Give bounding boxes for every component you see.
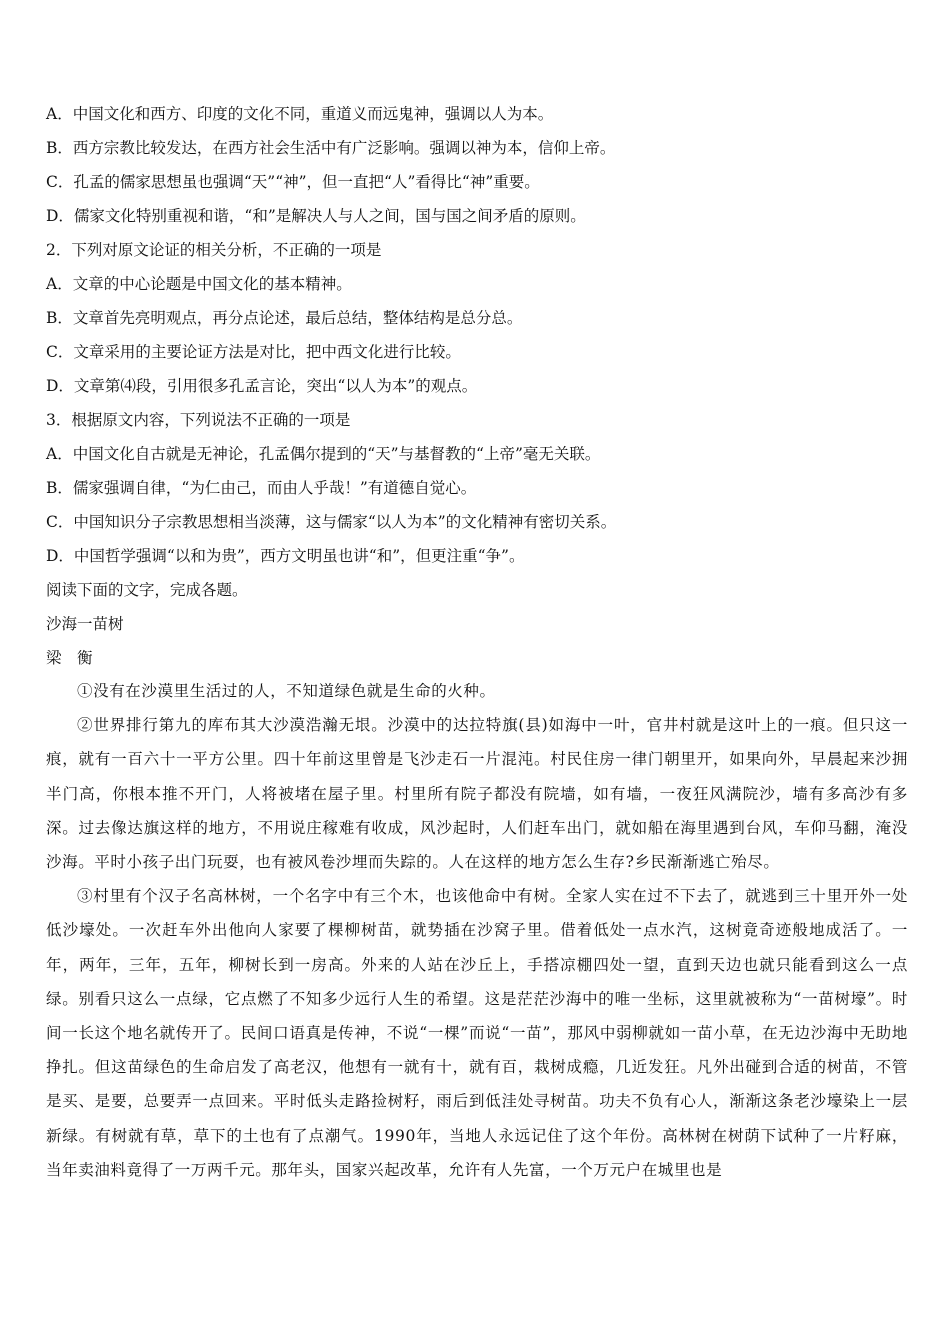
q3-option-d: D．中国哲学强调“以和为贵”，西方文明虽也讲“和”，但更注重“争”。 [46, 547, 525, 565]
q1-option-a: A．中国文化和西方、印度的文化不同，重道义而远鬼神，强调以人为本。 [46, 105, 554, 123]
article-paragraph-2: ②世界排行第九的库布其大沙漠浩瀚无垠。沙漠中的达拉特旗(县)如海中一叶，官井村就是这叶上的一痕。但只这一痕，就有一百六十一平方公里。四十年前这里曾是飞沙走石一片混沌。村民住房一律门朝里开，如果向外，早晨起来沙拥半门高，你根本推不开门，人将被堵在屋子里。村里所有院子都没有院墙，如有墙，一夜狂风满院沙，墙有多高沙有多深。过去像达旗这样的地方，不用说庄稼难有收成，风沙起时，人们赶车出门，就如船在海里遇到台风，车仰马翻，淹没沙海。平时小孩子出门玩耍，也有被风卷沙埋而失踪的。人在这样的地方怎么生存?乡民渐渐逃亡殆尽。 [46, 716, 908, 872]
article-title: 沙海一苗树 [46, 615, 124, 633]
q3-option-c: C．中国知识分子宗教思想相当淡薄，这与儒家“以人为本”的文化精神有密切关系。 [46, 513, 617, 531]
article-paragraph-3: ③村里有个汉子名高林树，一个名字中有三个木，也该他命中有树。全家人实在过不下去了，就逃到三十里开外一处低沙壕处。一次赶车外出他向人家要了棵柳树苗，就势插在沙窝子里。借着低处一点水汽，这树竟奇迹般地成活了。一年，两年，三年，五年，柳树长到一房高。外来的人站在沙丘上，手搭凉棚四处一望，直到天边也就只能看到这么一点绿。别看只这么一点绿，它点燃了不知多少远行人生的希望。这是茫茫沙海中的唯一坐标，这里就被称为“一苗树壕”。时间一长这个地名就传开了。民间口语真是传神，不说“一棵”而说“一苗”，那风中弱柳就如一苗小草，在无边沙海中无助地挣扎。但这苗绿色的生命启发了高老汉，他想有一就有十，就有百，栽树成瘾，几近发狂。凡外出碰到合适的树苗，不管是买、是要，总要弄一点回来。平时低头走路捡树籽，雨后到低洼处寻树苗。功夫不负有心人，渐渐这条老沙壕染上一层新绿。有树就有草，草下的土也有了点潮气。1990年，当地人永远记住了这个年份。高林树在树荫下试种了一片籽麻，当年卖油料竟得了一万两千元。那年头，国家兴起改革，允许有人先富，一个万元户在城里也是 [46, 887, 908, 1179]
q2-option-d: D．文章第⑷段，引用很多孔孟言论，突出“以人为本”的观点。 [46, 377, 478, 395]
q2-option-b: B．文章首先亮明观点，再分点论述，最后总结，整体结构是总分总。 [46, 309, 523, 327]
reading-instruction: 阅读下面的文字，完成各题。 [46, 581, 248, 599]
q2-option-c: C．文章采用的主要论证方法是对比，把中西文化进行比较。 [46, 343, 461, 361]
q1-option-b: B．西方宗教比较发达，在西方社会生活中有广泛影响。强调以神为本，信仰上帝。 [46, 139, 616, 157]
q2-stem: 2．下列对原文论证的相关分析，不正确的一项是 [46, 241, 382, 259]
article-author: 梁 衡 [46, 649, 93, 667]
q1-option-d: D．儒家文化特别重视和谐，“和”是解决人与人之间，国与国之间矛盾的原则。 [46, 207, 586, 225]
q3-option-a: A．中国文化自古就是无神论，孔孟偶尔提到的“天”与基督教的“上帝”毫无关联。 [46, 445, 601, 463]
article-paragraph-1: ①没有在沙漠里生活过的人，不知道绿色就是生命的火种。 [77, 682, 496, 700]
q3-stem: 3．根据原文内容，下列说法不正确的一项是 [46, 411, 351, 429]
q2-option-a: A．文章的中心论题是中国文化的基本精神。 [46, 275, 352, 293]
q1-option-c: C．孔孟的儒家思想虽也强调“天”“神”，但一直把“人”看得比“神”重要。 [46, 173, 540, 191]
q3-option-b: B．儒家强调自律，“为仁由己，而由人乎哉！”有道德自觉心。 [46, 479, 477, 497]
article-body [46, 674, 908, 1187]
